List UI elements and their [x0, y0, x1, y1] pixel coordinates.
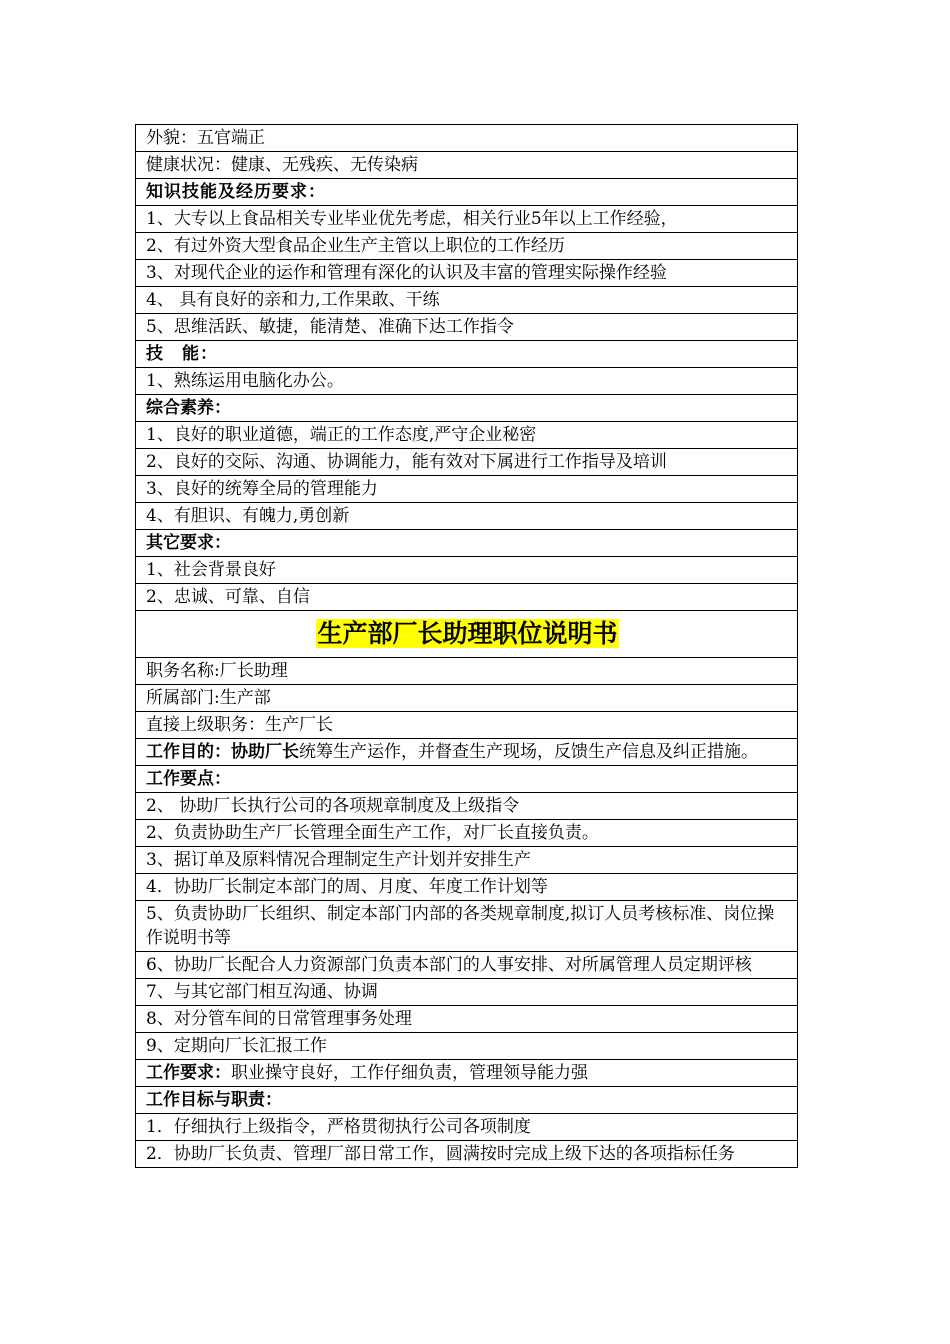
table-row	[136, 766, 798, 793]
table-row	[136, 206, 798, 233]
table-cell: 6、协助厂长配合人力资源部门负责本部门的人事安排、对所属管理人员定期评核	[136, 952, 798, 979]
purpose-row	[136, 739, 798, 766]
table-cell: 直接上级职务：生产厂长	[136, 712, 798, 739]
table-row	[136, 712, 798, 739]
table-row	[136, 287, 798, 314]
table-cell: 1．仔细执行上级指令，严格贯彻执行公司各项制度	[136, 1114, 798, 1141]
table-cell: 1、大专以上食品相关专业毕业优先考虑，相关行业5年以上工作经验，	[136, 206, 798, 233]
table-row	[136, 1006, 798, 1033]
table-row	[136, 260, 798, 287]
table-row	[136, 233, 798, 260]
purpose-cell	[136, 739, 798, 766]
job-description-table	[135, 124, 798, 1168]
table-row	[136, 1087, 798, 1114]
table-cell: 5、思维活跃、敏捷，能清楚、准确下达工作指令	[136, 314, 798, 341]
table-cell: 8、对分管车间的日常管理事务处理	[136, 1006, 798, 1033]
table-row	[136, 449, 798, 476]
title-row	[136, 611, 798, 658]
table-row	[136, 685, 798, 712]
table-row	[136, 793, 798, 820]
table-cell: 综合素养：	[136, 395, 798, 422]
table-cell: 4、有胆识、有魄力,勇创新	[136, 503, 798, 530]
table-row	[136, 314, 798, 341]
table-cell: 其它要求：	[136, 530, 798, 557]
requirement-text: 职业操守良好，工作仔细负责，管理领导能力强	[231, 1063, 588, 1083]
table-row	[136, 1114, 798, 1141]
table-row	[136, 952, 798, 979]
table-cell: 7、与其它部门相互沟通、协调	[136, 979, 798, 1006]
table-row	[136, 658, 798, 685]
table-cell: 工作要点：	[136, 766, 798, 793]
position-info-section	[136, 658, 798, 739]
table-row	[136, 503, 798, 530]
requirement-row	[136, 1060, 798, 1087]
table-cell: 1、良好的职业道德，端正的工作态度,严守企业秘密	[136, 422, 798, 449]
table-cell: 知识技能及经历要求：	[136, 179, 798, 206]
table-cell: 外貌：五官端正	[136, 125, 798, 152]
table-cell: 3、良好的统筹全局的管理能力	[136, 476, 798, 503]
purpose-text: 统筹生产运作，并督查生产现场，反馈生产信息及纠正措施。	[299, 742, 758, 762]
table-cell: 2、 协助厂长执行公司的各项规章制度及上级指令	[136, 793, 798, 820]
requirement-section	[136, 1060, 798, 1087]
table-row	[136, 979, 798, 1006]
table-row	[136, 341, 798, 368]
table-row	[136, 125, 798, 152]
table-row	[136, 422, 798, 449]
table-cell: 3、对现代企业的运作和管理有深化的认识及丰富的管理实际操作经验	[136, 260, 798, 287]
requirement-cell	[136, 1060, 798, 1087]
goals-section	[136, 1087, 798, 1168]
table-row	[136, 584, 798, 611]
qualification-section	[136, 125, 798, 611]
table-cell: 2、有过外资大型食品企业生产主管以上职位的工作经历	[136, 233, 798, 260]
table-row	[136, 476, 798, 503]
requirement-label: 工作要求：	[146, 1063, 231, 1083]
table-row	[136, 901, 798, 952]
table-row	[136, 530, 798, 557]
table-row	[136, 1141, 798, 1168]
table-cell: 2．协助厂长负责、管理厂部日常工作，圆满按时完成上级下达的各项指标任务	[136, 1141, 798, 1168]
document-title: 生产部厂长助理职位说明书	[317, 619, 618, 648]
table-cell: 2、忠诚、可靠、自信	[136, 584, 798, 611]
table-cell: 9、定期向厂长汇报工作	[136, 1033, 798, 1060]
table-row	[136, 874, 798, 901]
table-cell: 4．协助厂长制定本部门的周、月度、年度工作计划等	[136, 874, 798, 901]
table-row	[136, 1033, 798, 1060]
title-cell	[136, 611, 798, 658]
table-row	[136, 368, 798, 395]
table-cell: 4、 具有良好的亲和力,工作果敢、干练	[136, 287, 798, 314]
table-row	[136, 557, 798, 584]
table-row	[136, 152, 798, 179]
purpose-section	[136, 739, 798, 766]
table-cell: 工作目标与职责：	[136, 1087, 798, 1114]
table-cell: 2、良好的交际、沟通、协调能力，能有效对下属进行工作指导及培训	[136, 449, 798, 476]
table-cell: 1、社会背景良好	[136, 557, 798, 584]
table-cell: 3、据订单及原料情况合理制定生产计划并安排生产	[136, 847, 798, 874]
table-row	[136, 179, 798, 206]
table-cell: 2、负责协助生产厂长管理全面生产工作，对厂长直接负责。	[136, 820, 798, 847]
table-row	[136, 395, 798, 422]
table-cell: 健康状况：健康、无残疾、无传染病	[136, 152, 798, 179]
work-points-section	[136, 766, 798, 1060]
table-cell: 技 能：	[136, 341, 798, 368]
table-cell: 职务名称:厂长助理	[136, 658, 798, 685]
title-section	[136, 611, 798, 658]
table-row	[136, 820, 798, 847]
purpose-label: 工作目的：协助厂长	[146, 742, 299, 762]
table-cell: 5、负责协助厂长组织、制定本部门内部的各类规章制度,拟订人员考核标准、岗位操作说明书等	[136, 901, 798, 952]
table-cell: 所属部门:生产部	[136, 685, 798, 712]
table-cell: 1、熟练运用电脑化办公。	[136, 368, 798, 395]
table-row	[136, 847, 798, 874]
